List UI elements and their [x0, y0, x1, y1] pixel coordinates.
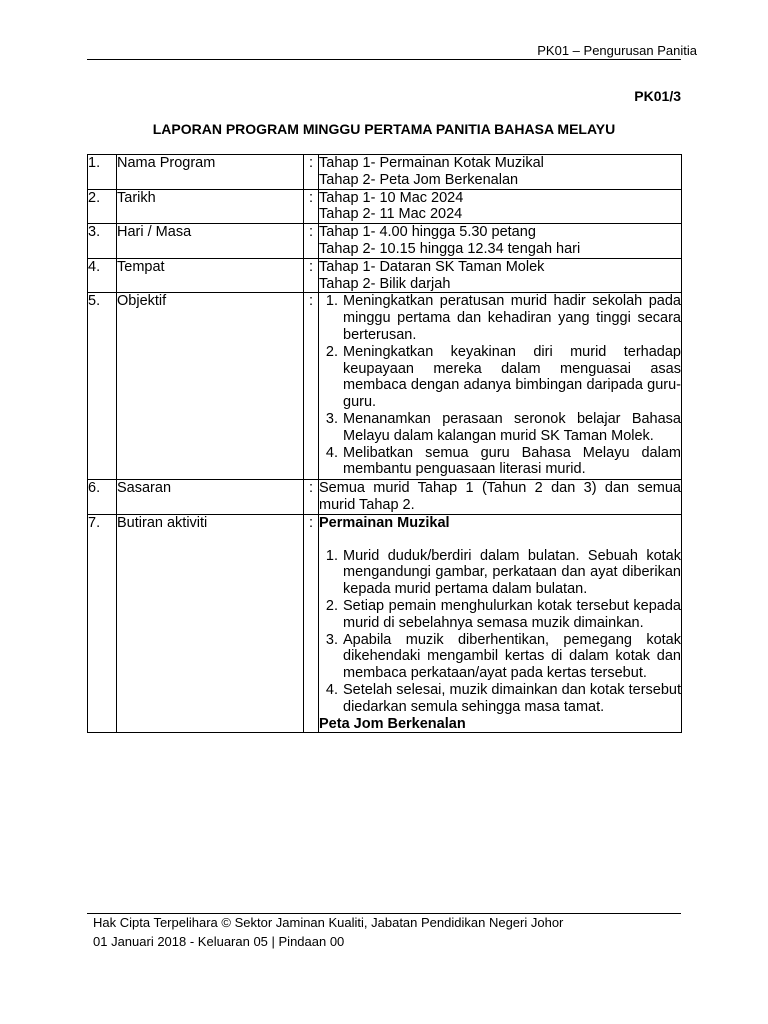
row-label: Tarikh [117, 189, 304, 224]
row-value [319, 293, 682, 480]
value-line: Tahap 2- 10.15 hingga 12.34 tengah hari [319, 240, 581, 257]
value-line: Tahap 1- 4.00 hingga 5.30 petang [319, 224, 536, 241]
row-value [319, 155, 682, 190]
row-colon: : [304, 189, 319, 224]
value-line: Tahap 1- Dataran SK Taman Molek [319, 258, 545, 275]
row-label: Nama Program [117, 155, 304, 190]
row-value [319, 258, 682, 293]
row-number: 5. [88, 293, 117, 480]
table-row [88, 258, 682, 293]
row-colon: : [304, 514, 319, 733]
list-item: 3. Apabila muzik diberhentikan, pemegang kotak dikehendaki mengambil kertas di dalam kotak dan membaca perkataan/ayat pada kertas tersebut. [342, 632, 681, 682]
activity-title: Permainan Muzikal [319, 514, 450, 531]
row-colon: : [304, 293, 319, 480]
row-number: 3. [88, 224, 117, 259]
row-label: Tempat [117, 258, 304, 293]
table-row [88, 293, 682, 480]
activity-steps [319, 548, 681, 716]
row-colon: : [304, 224, 319, 259]
row-label: Butiran aktiviti [117, 514, 304, 733]
table-row [88, 514, 682, 733]
value-line: Tahap 2- Peta Jom Berkenalan [319, 171, 519, 188]
row-label: Hari / Masa [117, 224, 304, 259]
document-code: PK01/3 [634, 88, 681, 104]
table-row [88, 224, 682, 259]
table-row [88, 480, 682, 515]
footer-divider [87, 913, 681, 914]
value-line: Tahap 1- 10 Mac 2024 [319, 189, 464, 206]
list-item: 3. Menanamkan perasaan seronok belajar Bahasa Melayu dalam kalangan murid SK Taman Molek. [342, 411, 681, 445]
row-number: 2. [88, 189, 117, 224]
list-item: 2. Setiap pemain menghulurkan kotak tersebut kepada murid di sebelahnya semasa muzik dimainkan. [342, 598, 681, 632]
row-colon: : [304, 480, 319, 515]
row-label: Objektif [117, 293, 304, 480]
row-value [319, 189, 682, 224]
document-header: PK01 – Pengurusan Panitia [537, 43, 697, 58]
list-item: 4. Setelah selesai, muzik dimainkan dan kotak tersebut diedarkan semula sehingga masa tamat. [342, 682, 681, 716]
table-row [88, 155, 682, 190]
row-number: 1. [88, 155, 117, 190]
list-item: 4. Melibatkan semua guru Bahasa Melayu dalam membantu penguasaan literasi murid. [342, 445, 681, 479]
list-item: 1. Murid duduk/berdiri dalam bulatan. Sebuah kotak mengandungi gambar, perkataan dan ayat diberikan kepada murid pertama dalam bulatan. [342, 548, 681, 598]
report-table [87, 154, 682, 733]
value-line: Tahap 2- Bilik darjah [319, 275, 451, 292]
footer-copyright: Hak Cipta Terpelihara © Sektor Jaminan Kualiti, Jabatan Pendidikan Negeri Johor [93, 915, 564, 930]
table-row [88, 189, 682, 224]
spacer [319, 532, 681, 548]
list-item: 1. Meningkatkan peratusan murid hadir sekolah pada minggu pertama dan kehadiran yang tinggi secara berterusan. [342, 293, 681, 343]
list-item: 2. Meningkatkan keyakinan diri murid terhadap keupayaan mereka dalam menguasai asas membaca dengan adanya bimbingan daripada guru-guru. [342, 344, 681, 411]
row-number: 7. [88, 514, 117, 733]
row-colon: : [304, 258, 319, 293]
row-colon: : [304, 155, 319, 190]
value-line: Tahap 2- 11 Mac 2024 [319, 206, 463, 223]
document-title: LAPORAN PROGRAM MINGGU PERTAMA PANITIA BAHASA MELAYU [152, 121, 616, 137]
row-number: 4. [88, 258, 117, 293]
activity-title: Peta Jom Berkenalan [319, 715, 466, 732]
header-divider [87, 59, 681, 60]
row-value [319, 224, 682, 259]
row-number: 6. [88, 480, 117, 515]
row-value [319, 514, 682, 733]
objective-list [319, 293, 681, 478]
row-label: Sasaran [117, 480, 304, 515]
footer-version: 01 Januari 2018 - Keluaran 05 | Pindaan 00 [93, 934, 345, 949]
value-line: Tahap 1- Permainan Kotak Muzikal [319, 155, 544, 171]
row-value: Semua murid Tahap 1 (Tahun 2 dan 3) dan semua murid Tahap 2. [319, 480, 681, 513]
